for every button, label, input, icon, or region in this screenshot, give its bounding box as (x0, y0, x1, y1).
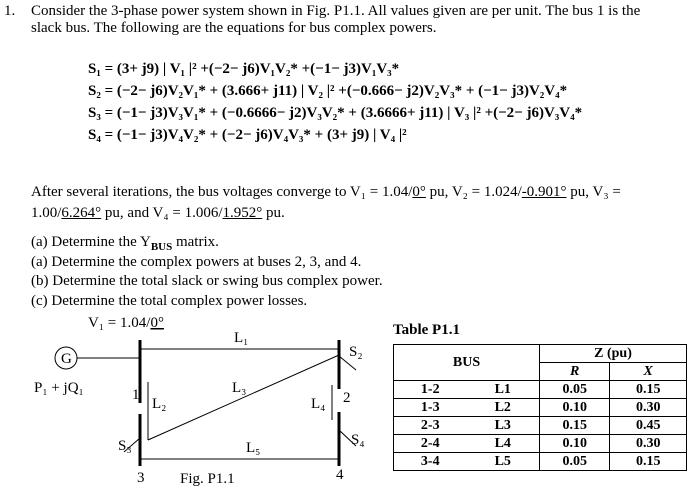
load-s2-label: S₂ (349, 344, 363, 360)
voltages-line-1: After several iterations, the bus voltages converge to V₁ = 1.04/0° pu, V₂ = 1.024/-0.901° pu, V₃ = (31, 184, 621, 200)
table-cell-bus: 2-3 (394, 417, 467, 435)
voltages-line-2: 1.00/6.264° pu, and V₄ = 1.006/1.952° pu. (31, 205, 285, 221)
table-header-row-1 (394, 345, 687, 363)
table-header-r: R (540, 363, 610, 381)
table-cell-x: 0.15 (610, 381, 687, 399)
line-l1-label: L₁ (234, 330, 249, 346)
intro-line-2: slack bus. The following are the equations for bus complex powers. (31, 20, 437, 36)
line-l4-label: L₄ (311, 396, 326, 412)
equation-s2: S₂ = (−2− j6)V₂V₁* + (3.666+ j11) | V₂ |² +(−0.666− j2)V₂V₃* + (−1− j3)V₂V₄* (88, 83, 568, 99)
equation-s1: S₁ = (3+ j9) | V₁ |² +(−2− j6)V₁V₂* +(−1− j3)V₁V₃* (88, 61, 400, 77)
table-cell-x: 0.15 (610, 453, 687, 471)
bus-1-label: 1 (132, 387, 140, 403)
table-row (394, 453, 687, 471)
table-cell-line: L1 (467, 381, 540, 399)
table-header-x: X (610, 363, 687, 381)
table-cell-x: 0.30 (610, 435, 687, 453)
table-row (394, 399, 687, 417)
table-cell-bus: 2-4 (394, 435, 467, 453)
table-row (394, 435, 687, 453)
table-cell-bus: 1-2 (394, 381, 467, 399)
table-header-z: Z (pu) (540, 345, 687, 363)
load-s3-label: S₃ (118, 438, 132, 454)
equation-s4: S₄ = (−1− j3)V₄V₂* + (−2− j6)V₄V₃* + (3+ j9) | V₄ |² (88, 127, 407, 143)
intro-line-1: Consider the 3-phase power system shown in Fig. P1.1. All values given are per unit. The bus 1 is the (31, 3, 641, 19)
part-a-powers: (a) Determine the complex powers at buses 2, 3, and 4. (31, 254, 362, 270)
table-header-bus: BUS (394, 345, 540, 381)
table-cell-line: L5 (467, 453, 540, 471)
figure-caption: Fig. P1.1 (180, 471, 235, 487)
table-cell-r: 0.05 (540, 381, 610, 399)
table-cell-x: 0.30 (610, 399, 687, 417)
table-cell-bus: 1-3 (394, 399, 467, 417)
bus-2-label: 2 (343, 390, 351, 406)
table-cell-r: 0.15 (540, 417, 610, 435)
table-cell-r: 0.10 (540, 399, 610, 417)
table-cell-line: L4 (467, 435, 540, 453)
table-cell-x: 0.45 (610, 417, 687, 435)
problem-number: 1. (4, 3, 16, 19)
generator-power-label: P₁ + jQ₁ (34, 380, 84, 396)
equation-s3: S₃ = (−1− j3)V₃V₁* + (−0.6666− j2)V₃V₂* + (3.6666+ j11) | V₃ |² +(−2− j6)V₃V₄* (88, 105, 583, 121)
impedance-table (393, 344, 687, 471)
part-b: (b) Determine the total slack or swing bus complex power. (31, 273, 383, 289)
table-cell-line: L3 (467, 417, 540, 435)
table-row (394, 417, 687, 435)
part-a-ybus: (a) Determine the $Y_{BUS}$ matrix. (31, 234, 219, 253)
table-cell-line: L2 (467, 399, 540, 417)
table-row (394, 381, 687, 399)
table-cell-r: 0.05 (540, 453, 610, 471)
line-l3-label: L₃ (232, 380, 247, 396)
line-l2-label: L₂ (152, 396, 167, 412)
v1-label: V₁ = 1.04/0° (88, 315, 164, 331)
load-s4-label: S₄ (351, 432, 365, 448)
bus-4-label: 4 (336, 467, 344, 483)
part-c: (c) Determine the total complex power losses. (31, 293, 308, 309)
bus-3-label: 3 (137, 470, 145, 486)
line-l5-label: L₅ (246, 440, 261, 456)
table-title: Table P1.1 (393, 322, 460, 338)
table-cell-bus: 3-4 (394, 453, 467, 471)
table-cell-r: 0.10 (540, 435, 610, 453)
generator-label: G (61, 351, 72, 367)
